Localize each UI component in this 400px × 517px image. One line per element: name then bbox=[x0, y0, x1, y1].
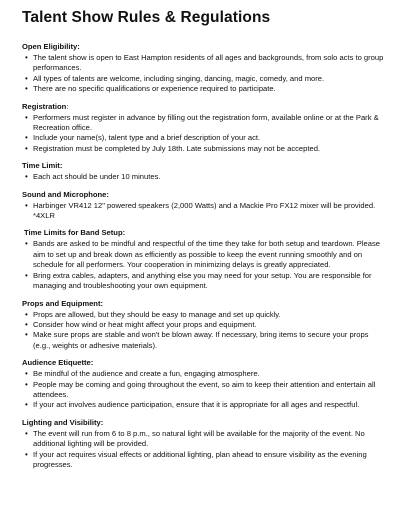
section-sound-microphone bbox=[22, 190, 386, 222]
section-heading: Time Limits for Band Setup: bbox=[24, 228, 126, 238]
section-heading: Sound and Microphone: bbox=[22, 189, 109, 199]
section-band-setup bbox=[22, 228, 386, 291]
section-heading-text: Registration bbox=[22, 101, 67, 111]
section-open-eligibility bbox=[22, 42, 386, 95]
list-item: • Each act should be under 10 minutes. bbox=[33, 172, 386, 182]
list-item: • If your act involves audience participation, ensure that it is appropriate for all ages and respectful. bbox=[33, 400, 386, 410]
section-audience-etiquette bbox=[22, 358, 386, 411]
list-item: • Bands are asked to be mindful and respectful of the time they take for both setup and teardown. Please aim to set up and break down as efficiently as possible to keep the event running smoothly and on schedule for all performers. Your cooperation in minimizing delays is greatly appreciated. bbox=[33, 239, 386, 270]
list-item: • There are no specific qualifications or experience required to participate. bbox=[33, 84, 386, 94]
list-item: • Registration must be completed by July 18th. Late submissions may not be accepted. bbox=[33, 144, 386, 154]
list-item: • If your act requires visual effects or additional lighting, plan ahead to ensure visibility as the evening progresses. bbox=[33, 450, 386, 471]
bullet-list bbox=[22, 201, 386, 222]
section-heading: Time Limit: bbox=[22, 161, 63, 171]
bullet-list bbox=[22, 172, 386, 182]
list-item: • Harbinger VR412 12" powered speakers (2,000 Watts) and a Mackie Pro FX12 mixer will be provided. *4XLR bbox=[33, 201, 386, 222]
list-item: • The event will run from 6 to 8 p.m., so natural light will be available for the majority of the event. No additional lighting will be provided. bbox=[33, 429, 386, 450]
list-item: • Include your name(s), talent type and a brief description of your act. bbox=[33, 133, 386, 143]
list-item: • Performers must register in advance by filling out the registration form, available online or at the Park & Recreation office. bbox=[33, 113, 386, 134]
bullet-list bbox=[22, 310, 386, 352]
page-title: Talent Show Rules & Regulations bbox=[22, 9, 271, 26]
list-item: • Consider how wind or heat might affect your props and equipment. bbox=[33, 320, 386, 330]
section-time-limit bbox=[22, 161, 386, 182]
list-item: • The talent show is open to East Hampton residents of all ages and backgrounds, from solo acts to group performances. bbox=[33, 53, 386, 74]
section-registration bbox=[22, 102, 386, 155]
section-lighting-visibility bbox=[22, 418, 386, 471]
section-heading: Audience Etiquette: bbox=[22, 358, 94, 368]
section-heading bbox=[22, 102, 386, 112]
section-heading: Props and Equipment: bbox=[22, 298, 104, 308]
bullet-list bbox=[22, 429, 386, 471]
bullet-list bbox=[22, 53, 386, 95]
list-item: • People may be coming and going throughout the event, so aim to keep their attention and entertain all attendees. bbox=[33, 380, 386, 401]
section-heading-colon: : bbox=[66, 101, 69, 111]
bullet-list bbox=[22, 369, 386, 411]
bullet-list bbox=[22, 113, 386, 155]
section-heading: Open Eligibility: bbox=[22, 42, 80, 51]
list-item: • Props are allowed, but they should be easy to manage and set up quickly. bbox=[33, 310, 386, 320]
list-item: • All types of talents are welcome, including singing, dancing, magic, comedy, and more. bbox=[33, 74, 386, 84]
section-heading: Lighting and Visibility: bbox=[22, 417, 104, 427]
list-item: • Be mindful of the audience and create a fun, engaging atmosphere. bbox=[33, 369, 386, 379]
list-item: • Make sure props are stable and won't be blown away. If necessary, bring items to secure your props (e.g., weights or adhesive materials). bbox=[33, 330, 386, 351]
section-props-equipment bbox=[22, 299, 386, 352]
bullet-list bbox=[22, 239, 386, 291]
list-item: • Bring extra cables, adapters, and anything else you may need for your setup. You are responsible for managing and troubleshooting your own equipment. bbox=[33, 271, 386, 292]
